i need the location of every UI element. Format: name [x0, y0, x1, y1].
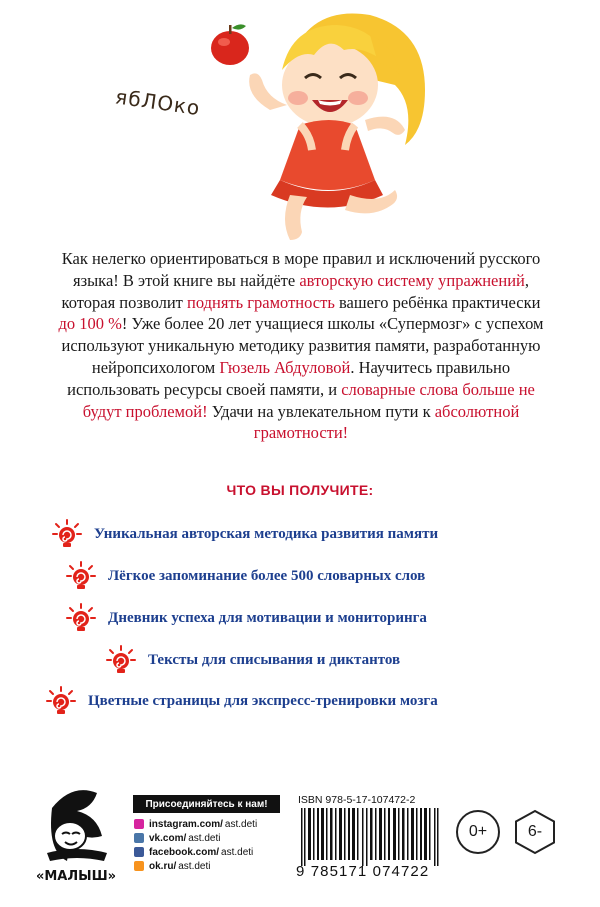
social-link-facebook[interactable] [134, 845, 253, 859]
benefits-title: ЧТО ВЫ ПОЛУЧИТЕ: [226, 482, 374, 498]
benefit-label: Дневник успеха для мотивации и мониторинга [108, 609, 427, 626]
social-link-vk[interactable] [134, 831, 221, 845]
desc-text: ! Уже более 20 лет учащиеся школы «Супермозг» с успехом используют уникальную методику развития памяти, разработанную нейропсихологом [61, 314, 544, 377]
book-description [58, 248, 544, 444]
desc-text: вашего ребёнка практически [334, 292, 541, 312]
lightbulb-icon [66, 561, 96, 591]
benefit-item [66, 561, 425, 591]
vk-icon [134, 833, 144, 843]
desc-text: , которая позволит [61, 270, 529, 312]
desc-text: . Научитесь правильно использовать ресурсы своей памяти, и [67, 357, 511, 399]
publisher-logo [22, 778, 130, 888]
desc-highlight: авторскую систему упражнений [299, 270, 525, 290]
social-handle: ast.deti [188, 832, 221, 844]
benefit-label: Уникальная авторская методика развития памяти [94, 525, 439, 542]
age-rating-hexagon-label: 6- [527, 823, 543, 840]
lightbulb-icon [52, 519, 82, 549]
odnoklassniki-icon [134, 861, 144, 871]
lightbulb-icon [66, 603, 96, 633]
instagram-icon [134, 819, 144, 829]
benefit-label: Цветные страницы для экспресс-тренировки мозга [88, 692, 438, 709]
apple-image [211, 24, 249, 65]
desc-highlight: Гюзель Абдуловой [219, 357, 351, 377]
benefit-item [106, 645, 400, 675]
desc-text: Как нелегко ориентироваться в море правил и исключений русского языка! В этой книге вы найдёте [61, 249, 541, 290]
desc-highlight: до 100 % [58, 314, 122, 334]
barcode-number: 9 785171 074722 [296, 863, 430, 880]
social-site: facebook.com/ [149, 846, 220, 858]
desc-highlight: словарные слова больше не будут проблемой! [82, 379, 535, 421]
age-rating-hexagon [512, 809, 558, 855]
benefit-label: Тексты для списывания и диктантов [148, 651, 401, 668]
desc-text: Удачи на увлекательном пути к [207, 401, 435, 421]
barcode-image [297, 808, 443, 866]
social-handle: ast.deti [224, 818, 258, 830]
publisher-logo-text: «МАЛЫШ» [35, 869, 117, 884]
isbn-label: ISBN 978-5-17-107472-2 [298, 794, 416, 806]
benefit-item [46, 686, 438, 716]
lightbulb-icon [106, 645, 136, 675]
social-handle: ast.deti [178, 860, 211, 872]
benefit-item [66, 603, 427, 633]
benefit-label: Лёгкое запоминание более 500 словарных слов [108, 567, 426, 584]
social-handle: ast.deti [221, 846, 254, 858]
social-site: instagram.com/ [149, 818, 223, 830]
benefit-item [52, 519, 438, 549]
apple-caption: ябЛОко [113, 84, 202, 121]
social-site: ok.ru/ [149, 860, 177, 872]
join-us-banner: Присоединяйтесь к нам! [133, 795, 280, 813]
social-link-ok[interactable] [134, 859, 210, 873]
social-link-instagram[interactable] [134, 817, 257, 831]
facebook-icon [134, 847, 144, 857]
age-rating-circle: 0+ [456, 810, 500, 854]
girl-illustration [150, 0, 450, 245]
desc-highlight: поднять грамотность [187, 292, 335, 312]
desc-highlight: абсолютной грамотности! [253, 401, 520, 443]
social-site: vk.com/ [149, 832, 187, 844]
lightbulb-icon [46, 686, 76, 716]
